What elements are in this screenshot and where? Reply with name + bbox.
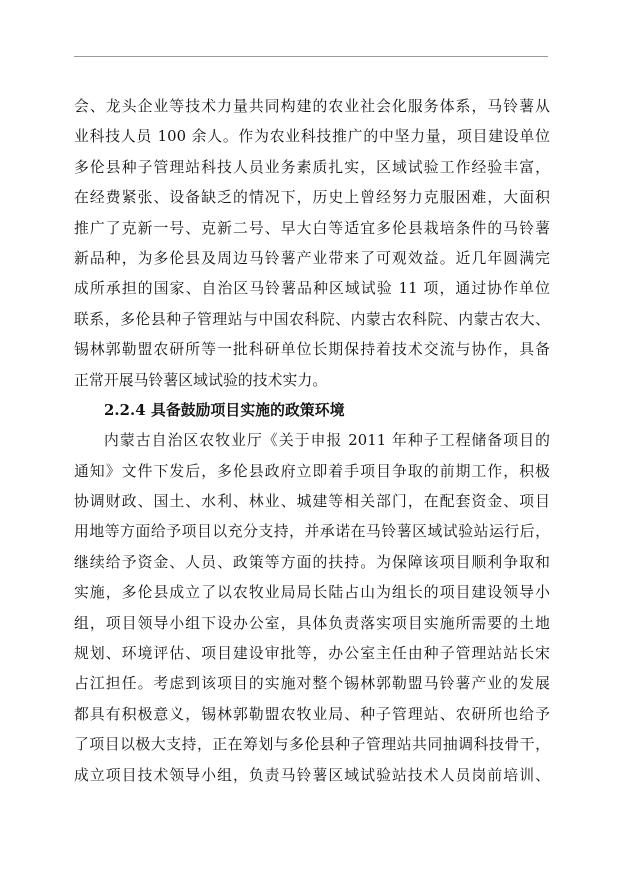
header-rule [74,56,548,57]
text-line: 用地等方面给予项目以充分支持，并承诺在马铃薯区域试验站运行后， [74,523,550,541]
text-line: 会、龙头企业等技术力量共同构建的农业社会化服务体系，马铃薯从 [74,98,550,115]
text-line: 业科技人员 100 余人。作为农业科技推广的中坚力量，项目建设单位 [74,128,550,146]
text-line: 占江担任。考虑到该项目的实施对整个锡林郭勒盟马铃薯产业的发展 [74,675,550,693]
text-line: 内蒙古自治区农牧业厅《关于申报 2011 年种子工程储备项目的 [104,432,550,450]
text-line: 了项目以极大支持，正在筹划与多伦县种子管理站共同抽调科技骨干， [74,736,550,754]
text-line: 新品种，为多伦县及周边马铃薯产业带来了可观效益。近几年圆满完 [74,249,550,267]
text-line: 通知》文件下发后，多伦县政府立即着手项目争取的前期工作，积极 [74,462,550,480]
text-line: 继续给予资金、人员、政策等方面的扶持。为保障该项目顺利争取和 [74,553,550,571]
document-body [74,92,550,791]
text-line: 组，项目领导小组下设办公室，具体负责落实项目实施所需要的土地 [74,614,550,632]
text-line: 实施，多伦县成立了以农牧业局局长陆占山为组长的项目建设领导小 [74,584,550,602]
text-line: 在经费紧张、设备缺乏的情况下，历史上曾经努力克服困难，大面积 [74,189,550,207]
text-line: 成所承担的国家、自治区马铃薯品种区域试验 11 项，通过协作单位 [74,280,550,298]
text-line: 联系，多伦县种子管理站与中国农科院、内蒙古农科院、内蒙古农大、 [74,310,550,328]
text-line: 成立项目技术领导小组，负责马铃薯区域试验站技术人员岗前培训、 [74,766,550,784]
text-line: 多伦县种子管理站科技人员业务素质扎实，区域试验工作经验丰富， [74,158,550,176]
text-line: 推广了克新一号、克新二号、早大白等适宜多伦县栽培条件的马铃薯 [74,219,550,237]
text-line: 规划、环境评估、项目建设审批等，办公室主任由种子管理站站长宋 [74,645,550,663]
text-line: 锡林郭勒盟农研所等一批科研单位长期保持着技术交流与协作，具备 [74,341,550,359]
text-line: 都具有积极意义，锡林郭勒盟农牧业局、种子管理站、农研所也给予 [74,705,550,723]
text-line: 协调财政、国土、水利、林业、城建等相关部门，在配套资金、项目 [74,493,550,511]
text-line: 正常开展马铃薯区域试验的技术实力。 [74,371,328,389]
section-heading: 2.2.4 具备鼓励项目实施的政策环境 [104,401,345,419]
